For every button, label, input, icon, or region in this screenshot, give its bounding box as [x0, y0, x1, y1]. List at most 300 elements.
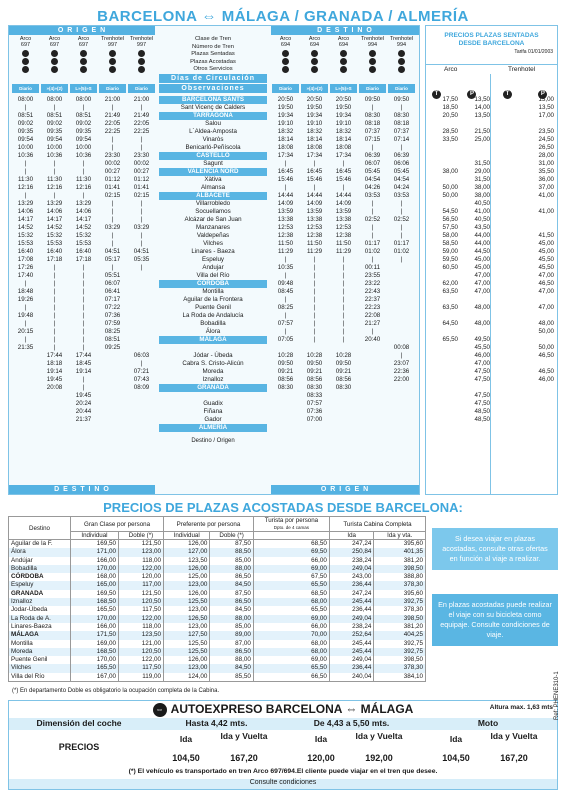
train-type: Trenhotel [360, 36, 385, 42]
price-cell: 247,24 [329, 590, 373, 598]
price-cell: 123,50 [118, 631, 163, 639]
seated-title-2: DESDE BARCELONA [458, 40, 525, 47]
th-turista-blank [253, 532, 329, 540]
circulation-band: Días de Circulación [159, 74, 267, 83]
sleeper-side-note-1: Si desea viajar en plazas acostadas, consulte otras ofertas en función al viaje a realizar. [432, 528, 558, 570]
tarifa-label: Tarifa 01/01/2003 [514, 49, 553, 55]
service-icons [271, 50, 300, 73]
header-sleeper: Plazas Acostadas [190, 58, 236, 65]
th-ida: Ida [329, 532, 373, 540]
station [159, 392, 267, 400]
p1-ida-price: 104,50 [172, 753, 200, 763]
price-cell: 236,44 [329, 581, 373, 589]
price-cell: 247,24 [329, 540, 373, 549]
station-list [159, 96, 267, 432]
time-column: 09:50 | 08:30 08:18 07:37 07:15 | 06:39 06:07 05:45 04:54 04:26 03:53 | | 02:52 | | 01:17 01:02 | 00:11 23:55 23:22 22:43 22:37 22:23 22:08 21:27 | 20:40 [364, 96, 381, 343]
train-header [271, 36, 300, 73]
station: Moreda [202, 368, 224, 375]
price-cell: 392,75 [374, 648, 426, 656]
dimension-label: Dimensión del coche [36, 718, 122, 728]
center-header [159, 36, 267, 74]
price-cell: 123,00 [118, 548, 163, 556]
seated-price-column: 13,50 14,00 13,50 21,50 25,00 31,50 29,00 31,50 38,00 38,00 40,50 41,00 40,50 43,50 44,00 44,00 44,50 45,00 45,00 47,00 47,00 47,00 48,00 48,00 49,50 45,50 46,00 47,00 47,50 47,50 47,50 47,50 48,50 48,50 [474, 96, 490, 423]
price-cell: 85,50 [210, 673, 254, 682]
train-type: Trenhotel [129, 36, 154, 42]
destination-cell: GRANADA [9, 590, 71, 598]
price-cell: 165,50 [71, 664, 119, 672]
train-number: 997 [136, 42, 147, 48]
table-row [9, 540, 426, 549]
destination-cell: Espeluy [9, 581, 71, 589]
service-icons [98, 50, 127, 73]
destino-band-left: D E S T I N O [9, 485, 155, 494]
seat-icon [51, 50, 58, 57]
autoexpreso [8, 700, 558, 790]
price-cell: 65,50 [253, 664, 329, 672]
table-row [9, 581, 426, 589]
station: Xàtiva [204, 176, 222, 183]
th-turista-label: Turista por persona [264, 517, 319, 524]
bed-icon [340, 58, 347, 65]
station: Sagunt [203, 160, 223, 167]
price-cell: 170,00 [71, 615, 119, 623]
header-seated: Plazas Sentadas [191, 51, 235, 57]
price-cell: 69,00 [253, 615, 329, 623]
col-trenhotel: Trenhotel [508, 66, 536, 73]
seated-price-column: 13,00 13,50 17,00 23,50 24,50 26,50 28,00 31,00 35,50 36,00 37,00 41,00 41,00 41,50 45,00 45,00 45,50 45,50 47,00 46,50 47,00 47,00 48,00 50,00 50,00 46,50 46,50 46,00 [538, 96, 554, 383]
renfe-logo-icon: ⇔ [153, 703, 167, 717]
station: Cabra S. Cristo-Alicún [182, 360, 244, 367]
price-cell: 118,00 [118, 623, 163, 631]
service-icon [138, 66, 145, 73]
price-cell: 169,50 [71, 590, 119, 598]
seat-icon [311, 50, 318, 57]
price-cell: 127,00 [164, 548, 210, 556]
price-cell: 170,00 [71, 565, 119, 573]
price-cell: 117,50 [118, 606, 163, 614]
train-number: 697 [20, 42, 31, 48]
circulation-days: L»(5)»S [330, 84, 357, 93]
price-cell: 171,00 [71, 548, 119, 556]
price-cell: 126,00 [164, 656, 210, 664]
train-type: Trenhotel [100, 36, 125, 42]
price-cell: 66,50 [253, 673, 329, 682]
price-cell: 119,00 [118, 673, 163, 682]
price-cell: 250,84 [329, 548, 373, 556]
main-title: BARCELONA ⇔ MÁLAGA / GRANADA / ALMERÍA [97, 8, 469, 25]
station: Iznalloz [202, 376, 224, 383]
station: BARCELONA SANTS [159, 96, 267, 104]
station: Villarrobledo [195, 200, 231, 207]
seat-icon [80, 50, 87, 57]
turista-class-icon: T [432, 90, 441, 99]
train-header [300, 36, 329, 73]
bed-icon [109, 58, 116, 65]
p3-iv-label: Ida y Vuelta [490, 731, 538, 741]
train-number: 994 [367, 42, 378, 48]
station: Jódar - Úbeda [193, 352, 233, 359]
station: Vilches [203, 240, 223, 247]
station: MÁLAGA [159, 336, 267, 344]
destination-cell: Montilla [9, 640, 71, 648]
seated-title-1: PRECIOS PLAZAS SENTADAS [444, 32, 539, 39]
price-cell: 86,50 [210, 573, 254, 581]
p2-iv-label: Ida y Vuelta [355, 731, 403, 741]
price-cell: 86,50 [210, 598, 254, 606]
destination-cell: La Roda de A. [9, 615, 71, 623]
seat-icon [369, 50, 376, 57]
dim-up-to-442: Hasta 4,42 mts. [185, 718, 248, 728]
p2-iv-price: 192,00 [365, 753, 393, 763]
circulation-days: Diario [272, 84, 299, 93]
table-row [9, 598, 426, 606]
price-cell: 118,00 [118, 557, 163, 565]
th-gran-clase: Gran Clase por persona [71, 517, 164, 532]
price-cell: 169,00 [71, 640, 119, 648]
preferente-class-icon: P [467, 90, 476, 99]
station: Álora [205, 328, 221, 335]
seated-price-column [490, 96, 520, 416]
table-row [9, 606, 426, 614]
price-cell: 69,00 [253, 656, 329, 664]
altura-max: Altura max. 1,63 mts [489, 704, 553, 711]
price-cell: 122,00 [118, 656, 163, 664]
table-row [9, 631, 426, 639]
header-other-services: Otros Servicios [193, 66, 233, 72]
train-number: 694 [309, 42, 320, 48]
origin-destino-label: Destino / Origen [191, 438, 235, 444]
time-column: 21:00 | 21:49 22:05 22:25 | | 23:30 00:02 00:27 01:12 01:41 02:15 | | | 03:29 | | 04:51 05:17 | 05:51 06:07 06:41 07:17 07:22 07:36 07:59 08:25 08:51 09:25 [104, 96, 121, 351]
price-cell: 68,00 [253, 640, 329, 648]
price-cell: 123,00 [164, 606, 210, 614]
price-cell: 125,50 [164, 598, 210, 606]
price-cell: 245,44 [329, 640, 373, 648]
destination-cell: Andújar [9, 557, 71, 565]
bed-icon [398, 58, 405, 65]
destination-cell: Moreda [9, 648, 71, 656]
station: Valdepeñas [196, 232, 230, 239]
circulation-days: »(4)»(2) [301, 84, 328, 93]
destination-cell: Puente Genil [9, 656, 71, 664]
station: ALBACETE [159, 192, 267, 200]
train-header [358, 36, 387, 73]
price-cell: 120,50 [118, 648, 163, 656]
train-header [40, 36, 69, 73]
train-number: 697 [78, 42, 89, 48]
circulation-days: Diario [12, 84, 39, 93]
circulation-days: Diario [388, 84, 415, 93]
p2-ida-label: Ida [314, 734, 328, 744]
price-cell: 167,00 [71, 673, 119, 682]
circulation-days: »(4)»(2) [41, 84, 68, 93]
bed-icon [282, 58, 289, 65]
bed-icon [369, 58, 376, 65]
table-row [9, 673, 426, 682]
preferente-class-icon: P [538, 90, 547, 99]
station: Benicarló-Peñíscola [185, 144, 241, 151]
price-cell: 84,50 [210, 581, 254, 589]
price-cell: 170,00 [71, 656, 119, 664]
station: L´Aldea-Amposta [189, 128, 237, 135]
service-icon [22, 66, 29, 73]
station: Fiñana [203, 408, 223, 415]
price-cell: 126,00 [164, 540, 210, 549]
time-column: 20:50 19:50 19:34 19:10 18:32 18:14 18:08 17:34 | 16:45 15:46 | 14:44 14:09 13:59 13:38 12:53 12:38 11:50 11:29 | 10:35 | 09:48 08:45 | 08:25 | 07:57 | 07:05 10:28 09:50 09:21 08:56 08:30 [277, 96, 294, 391]
time-column: 08:00 | 08:51 09:02 09:35 09:54 10:00 10:36 | | 11:30 12:16 | 13:29 14:06 14:17 14:52 15:32 15:53 16:40 17:18 | | | | | | | | | | | 17:44 18:45 19:14 | | 19:45 20:24 20:44 21:37 [75, 96, 92, 423]
th-turista-sub: Dpto. de 4 camas [273, 525, 310, 530]
price-cell: 249,04 [329, 615, 373, 623]
price-cell: 238,24 [329, 623, 373, 631]
seat-icon [282, 50, 289, 57]
service-icons [387, 50, 416, 73]
price-cell: 88,00 [210, 615, 254, 623]
circulation-days: Diario [359, 84, 386, 93]
station: Gador [204, 416, 222, 423]
price-cell: 88,00 [210, 656, 254, 664]
autoexpreso-title: AUTOEXPRESO BARCELONA ⇔ MÁLAGA [170, 702, 414, 716]
station: Montilla [202, 288, 224, 295]
price-cell: 65,50 [253, 581, 329, 589]
table-row [9, 557, 426, 565]
price-cell: 85,00 [210, 557, 254, 565]
turista-class-icon: T [503, 90, 512, 99]
price-cell: 121,50 [118, 540, 163, 549]
train-header [127, 36, 156, 73]
price-cell: 124,00 [164, 673, 210, 682]
station: Socuellamos [195, 208, 231, 215]
price-cell: 69,50 [253, 548, 329, 556]
station: ALMERÍA [159, 424, 267, 432]
seat-icon [138, 50, 145, 57]
seat-icon [340, 50, 347, 57]
service-icons [358, 50, 387, 73]
train-number: 697 [49, 42, 60, 48]
price-cell: 249,04 [329, 565, 373, 573]
price-cell: 86,50 [210, 648, 254, 656]
observations-band: Observaciones [159, 84, 267, 93]
train-number: 694 [280, 42, 291, 48]
price-cell: 165,50 [71, 606, 119, 614]
price-cell: 168,50 [71, 648, 119, 656]
price-cell: 384,10 [374, 673, 426, 682]
station: CÓRDOBA [159, 280, 267, 288]
bed-icon [51, 58, 58, 65]
price-cell: 88,00 [210, 565, 254, 573]
th-preferente: Preferente por persona [164, 517, 254, 532]
th-individual: Individual [164, 532, 210, 540]
station: Almansa [200, 184, 226, 191]
bed-icon [80, 58, 87, 65]
station: Alcázar de San Juan [184, 216, 242, 223]
price-cell: 395,60 [374, 590, 426, 598]
table-row [9, 640, 426, 648]
destination-cell: Vilches [9, 664, 71, 672]
train-header [387, 36, 416, 73]
bed-icon [138, 58, 145, 65]
station: Guadix [203, 400, 223, 407]
price-cell: 392,75 [374, 598, 426, 606]
destination-cell: Villa del Río [9, 673, 71, 682]
service-icons [11, 50, 40, 73]
destino-band-right: D E S T I N O [271, 26, 419, 35]
price-cell: 398,50 [374, 656, 426, 664]
table-row [9, 664, 426, 672]
price-cell: 87,50 [210, 540, 254, 549]
sleeper-side-note-2: En plazas acostadas puede realizar el viaje con su bicicleta como equipaje. Consulte condiciones de viaje. [432, 594, 558, 646]
price-cell: 120,50 [118, 598, 163, 606]
station: Vinaròs [202, 136, 224, 143]
price-cell: 69,00 [253, 565, 329, 573]
dim-443-to-550: De 4,43 a 5,50 mts. [313, 718, 390, 728]
price-cell: 120,00 [118, 573, 163, 581]
train-type: Arco [337, 36, 350, 42]
service-icon [369, 66, 376, 73]
train-number: 694 [338, 42, 349, 48]
price-cell: 381,20 [374, 623, 426, 631]
station: Linares - Baeza [191, 248, 235, 255]
sleeper-table [8, 516, 426, 682]
table-row [9, 623, 426, 631]
th-ida-vta: Ida y vta. [374, 532, 426, 540]
time-column: 20:50 19:50 19:34 19:10 18:32 18:14 18:08 17:34 | 16:45 15:46 | 14:44 14:09 13:59 13:38 12:53 12:38 11:50 11:29 | | | | | | | | | | | 10:28 09:50 09:21 08:56 08:30 [335, 96, 352, 391]
p3-iv-price: 167,20 [500, 753, 528, 763]
destination-cell: Bobadilla [9, 565, 71, 573]
train-type: Arco [19, 36, 32, 42]
train-type: Trenhotel [389, 36, 414, 42]
price-cell: 127,50 [164, 631, 210, 639]
table-row [9, 648, 426, 656]
consult-conditions: Consulte condiciones [9, 779, 557, 789]
header-train-number: Número de Tren [192, 43, 234, 50]
timetable [8, 25, 420, 495]
price-cell: 68,50 [253, 590, 329, 598]
price-cell: 125,50 [164, 640, 210, 648]
price-cell: 388,80 [374, 573, 426, 581]
price-cell: 122,00 [118, 565, 163, 573]
price-cell: 88,50 [210, 548, 254, 556]
train-header [329, 36, 358, 73]
seat-icon [398, 50, 405, 57]
destination-cell: Álora [9, 548, 71, 556]
train-type: Arco [308, 36, 321, 42]
bed-icon [311, 58, 318, 65]
price-cell: 66,00 [253, 557, 329, 565]
th-doble: Doble (*) [118, 532, 163, 540]
station: TARRAGONA [159, 112, 267, 120]
price-cell: 392,75 [374, 640, 426, 648]
price-cell: 378,30 [374, 606, 426, 614]
circulation-days: L»(5)»S [70, 84, 97, 93]
time-column: 09:50 | 08:30 08:18 07:37 07:14 | 06:39 06:06 05:45 04:54 04:24 03:53 | | 02:52 | | 01:17 01:02 | 00:08 | 23:07 22:36 22:00 [393, 96, 410, 383]
price-cell: 165,00 [71, 581, 119, 589]
price-cell: 166,00 [71, 623, 119, 631]
price-cell: 168,50 [71, 598, 119, 606]
train-type: Arco [48, 36, 61, 42]
price-cell: 378,30 [374, 664, 426, 672]
price-cell: 123,00 [164, 623, 210, 631]
price-cell: 121,50 [118, 590, 163, 598]
train-header [98, 36, 127, 73]
price-cell: 123,50 [164, 557, 210, 565]
price-cell: 126,50 [164, 615, 210, 623]
destination-cell: Iznalloz [9, 598, 71, 606]
destination-cell: Aguilar de la F. [9, 540, 71, 549]
sleeper-title: PRECIOS DE PLAZAS ACOSTADAS DESDE BARCELONA: [103, 500, 463, 515]
price-cell: 249,04 [329, 656, 373, 664]
price-cell: 70,00 [253, 631, 329, 639]
dimension-row [9, 718, 557, 730]
p2-ida-price: 120,00 [307, 753, 335, 763]
service-icon [282, 66, 289, 73]
price-cell: 169,50 [71, 540, 119, 549]
circulation-days: Diario [128, 84, 155, 93]
price-cell: 66,00 [253, 623, 329, 631]
price-cell: 398,50 [374, 565, 426, 573]
p1-iv-price: 167,20 [230, 753, 258, 763]
price-cell: 117,50 [118, 664, 163, 672]
station: Aguilar de la Frontera [183, 296, 243, 303]
autoexpreso-header [9, 701, 557, 717]
destination-cell: Jodar-Úbeda [9, 606, 71, 614]
price-cell: 125,50 [164, 648, 210, 656]
seated-price-column: 17,50 18,50 20,50 28,50 33,50 38,00 50,00 50,00 54,50 56,50 57,50 58,00 58,50 59,00 59,50 60,50 62,00 63,50 63,50 64,50 65,50 [442, 96, 458, 343]
station: La Roda de Andalucía [182, 312, 244, 319]
price-cell: 84,50 [210, 664, 254, 672]
price-cell: 84,50 [210, 606, 254, 614]
price-cell: 121,00 [118, 640, 163, 648]
station: Salou [205, 120, 221, 127]
table-row [9, 565, 426, 573]
service-icons [300, 50, 329, 73]
service-icon [398, 66, 405, 73]
price-cell: 381,20 [374, 557, 426, 565]
p3-ida-label: Ida [449, 734, 463, 744]
header-train-class: Clase de Tren [194, 36, 232, 42]
table-row [9, 548, 426, 556]
th-turista [253, 517, 329, 532]
train-header [11, 36, 40, 73]
service-icons [69, 50, 98, 73]
destination-cell: MÁLAGA [9, 631, 71, 639]
seat-icon [22, 50, 29, 57]
station: GRANADA [159, 384, 267, 392]
price-cell: 65,50 [253, 606, 329, 614]
table-row [9, 573, 426, 581]
table-row [9, 656, 426, 664]
station: Sant Vicenç de Calders [180, 104, 246, 111]
th-cabina: Turista Cabina Completa [329, 517, 425, 532]
price-cell: 401,35 [374, 548, 426, 556]
destination-cell: Linares-Baeza [9, 623, 71, 631]
price-cell: 68,00 [253, 648, 329, 656]
train-number: 997 [107, 42, 118, 48]
price-cell: 89,00 [210, 631, 254, 639]
price-cell: 122,00 [118, 615, 163, 623]
price-cell: 168,00 [71, 573, 119, 581]
service-icon [51, 66, 58, 73]
price-cell: 240,04 [329, 673, 373, 682]
service-icon [109, 66, 116, 73]
station: Puente Genil [195, 304, 231, 311]
price-cell: 85,00 [210, 623, 254, 631]
table-row [9, 590, 426, 598]
price-cell: 87,50 [210, 590, 254, 598]
p1-iv-label: Ida y Vuelta [220, 731, 268, 741]
sleeper-note: (*) En departamento Doble es obligatorio la ocupación completa de la Cabina. [12, 688, 220, 694]
station: VALENCIA NORD [159, 168, 267, 176]
price-cell: 87,00 [210, 640, 254, 648]
price-cell: 171,50 [71, 631, 119, 639]
